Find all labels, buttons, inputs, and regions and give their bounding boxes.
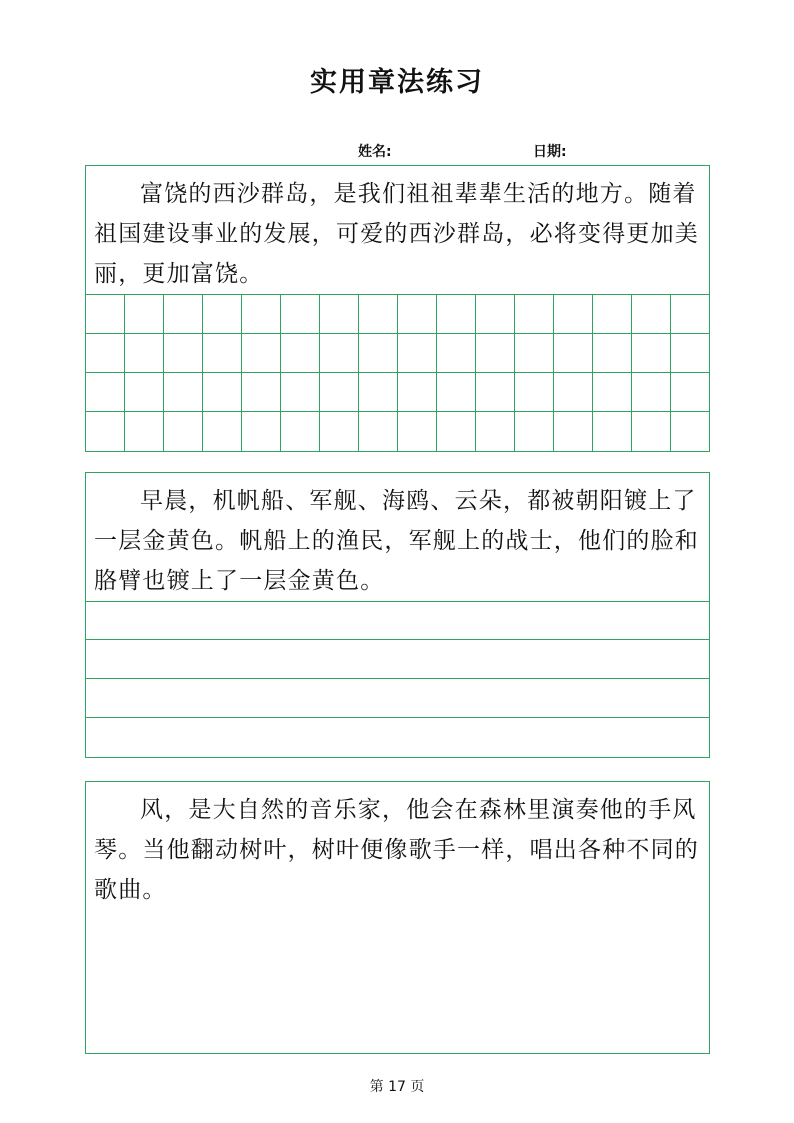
practice-box-blank [85,781,710,1054]
blank-writing-area[interactable] [86,910,709,1050]
practice-box-grid [85,165,710,452]
practice-box-lines [85,472,710,758]
passage-text: 风，是大自然的音乐家，他会在森林里演奏他的手风琴。当他翻动树叶，树叶便像歌手一样，唱出各种不同的歌曲。 [94,797,699,903]
page-number: 第 17 页 [369,1079,425,1095]
passage-text: 富饶的西沙群岛，是我们祖祖辈辈生活的地方。随着祖国建设事业的发展，可爱的西沙群岛，必将变得更加美丽，更加富饶。 [94,181,699,287]
page-title: 实用章法练习 [310,67,484,98]
date-label: 日期: [533,144,567,160]
passage-text: 早晨，机帆船、军舰、海鸥、云朵，都被朝阳镀上了一层金黄色。帆船上的渔民，军舰上的战士，他们的脸和胳臂也镀上了一层金黄色。 [94,488,699,594]
name-label: 姓名: [358,144,392,160]
